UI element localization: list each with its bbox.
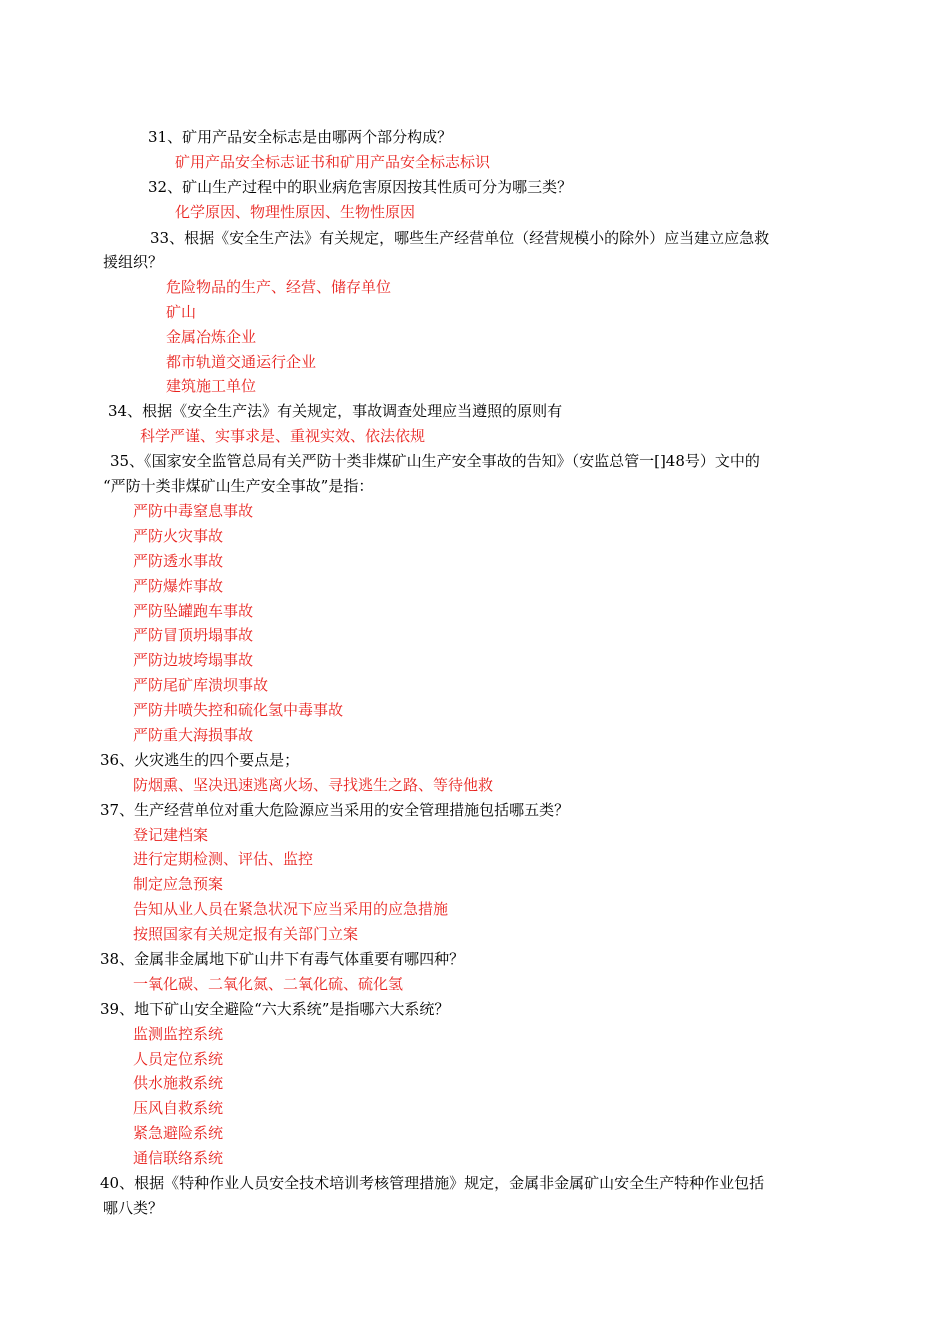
answer-39-item: 监测监控系统 bbox=[133, 1025, 224, 1043]
question-38: 38、金属非金属地下矿山井下有毒气体重要有哪四种？ bbox=[100, 950, 465, 968]
answer-37-item: 进行定期检测、评估、监控 bbox=[133, 850, 314, 868]
answer-36: 防烟熏、坚决迅速逃离火场、寻找逃生之路、等待他救 bbox=[133, 776, 494, 794]
answer-33-item: 金属冶炼企业 bbox=[166, 328, 257, 346]
question-40-line-2: 哪八类？ bbox=[103, 1199, 164, 1217]
answer-39-item: 压风自救系统 bbox=[133, 1099, 224, 1117]
question-33-line-1: 33、根据《安全生产法》有关规定，哪些生产经营单位（经营规模小的除外）应当建立应急救 bbox=[150, 229, 770, 247]
answer-35-item: 严防边坡垮塌事故 bbox=[133, 651, 254, 669]
answer-35-item: 严防冒顶坍塌事故 bbox=[133, 626, 254, 644]
answer-35-item: 严防透水事故 bbox=[133, 552, 224, 570]
answer-34: 科学严谨、实事求是、重视实效、依法依规 bbox=[140, 427, 426, 445]
answer-35-item: 严防尾矿库溃坝事故 bbox=[133, 676, 269, 694]
question-31: 31、矿用产品安全标志是由哪两个部分构成？ bbox=[148, 128, 453, 146]
answer-39-item: 通信联络系统 bbox=[133, 1149, 224, 1167]
question-33-line-2: 援组织？ bbox=[103, 253, 164, 271]
answer-31: 矿用产品安全标志证书和矿用产品安全标志标识 bbox=[175, 153, 491, 171]
answer-39-item: 紧急避险系统 bbox=[133, 1124, 224, 1142]
answer-37-item: 告知从业人员在紧急状况下应当采用的应急措施 bbox=[133, 900, 449, 918]
answer-32: 化学原因、物理性原因、生物性原因 bbox=[175, 203, 416, 221]
answer-33-item: 建筑施工单位 bbox=[166, 377, 257, 395]
question-35-line-2: “严防十类非煤矿山生产安全事故”是指： bbox=[103, 477, 374, 495]
question-37: 37、生产经营单位对重大危险源应当采用的安全管理措施包括哪五类？ bbox=[100, 801, 570, 819]
answer-37-item: 按照国家有关规定报有关部门立案 bbox=[133, 925, 359, 943]
answer-35-item: 严防井喷失控和硫化氢中毒事故 bbox=[133, 701, 344, 719]
question-35-line-1: 35、《国家安全监管总局有关严防十类非煤矿山生产安全事故的告知》（安监总管一[]48号）文中的 bbox=[110, 452, 760, 470]
question-40-line-1: 40、根据《特种作业人员安全技术培训考核管理措施》规定，金属非金属矿山安全生产特种作业包括 bbox=[100, 1174, 765, 1192]
answer-35-item: 严防火灾事故 bbox=[133, 527, 224, 545]
answer-35-item: 严防中毒窒息事故 bbox=[133, 502, 254, 520]
answer-35-item: 严防坠罐跑车事故 bbox=[133, 602, 254, 620]
answer-33-item: 危险物品的生产、经营、储存单位 bbox=[166, 278, 392, 296]
answer-39-item: 供水施救系统 bbox=[133, 1074, 224, 1092]
question-36: 36、火灾逃生的四个要点是； bbox=[100, 751, 300, 769]
answer-37-item: 制定应急预案 bbox=[133, 875, 224, 893]
answer-35-item: 严防爆炸事故 bbox=[133, 577, 224, 595]
answer-33-item: 矿山 bbox=[166, 303, 197, 321]
answer-35-item: 严防重大海损事故 bbox=[133, 726, 254, 744]
question-32: 32、矿山生产过程中的职业病危害原因按其性质可分为哪三类？ bbox=[148, 178, 573, 196]
question-39: 39、地下矿山安全避险“六大系统”是指哪六大系统？ bbox=[100, 1000, 450, 1018]
answer-33-item: 都市轨道交通运行企业 bbox=[166, 353, 317, 371]
question-34: 34、根据《安全生产法》有关规定，事故调查处理应当遵照的原则有 bbox=[108, 402, 563, 420]
answer-37-item: 登记建档案 bbox=[133, 826, 209, 844]
answer-39-item: 人员定位系统 bbox=[133, 1050, 224, 1068]
answer-38: 一氧化碳、二氧化氮、二氧化硫、硫化氢 bbox=[133, 975, 404, 993]
